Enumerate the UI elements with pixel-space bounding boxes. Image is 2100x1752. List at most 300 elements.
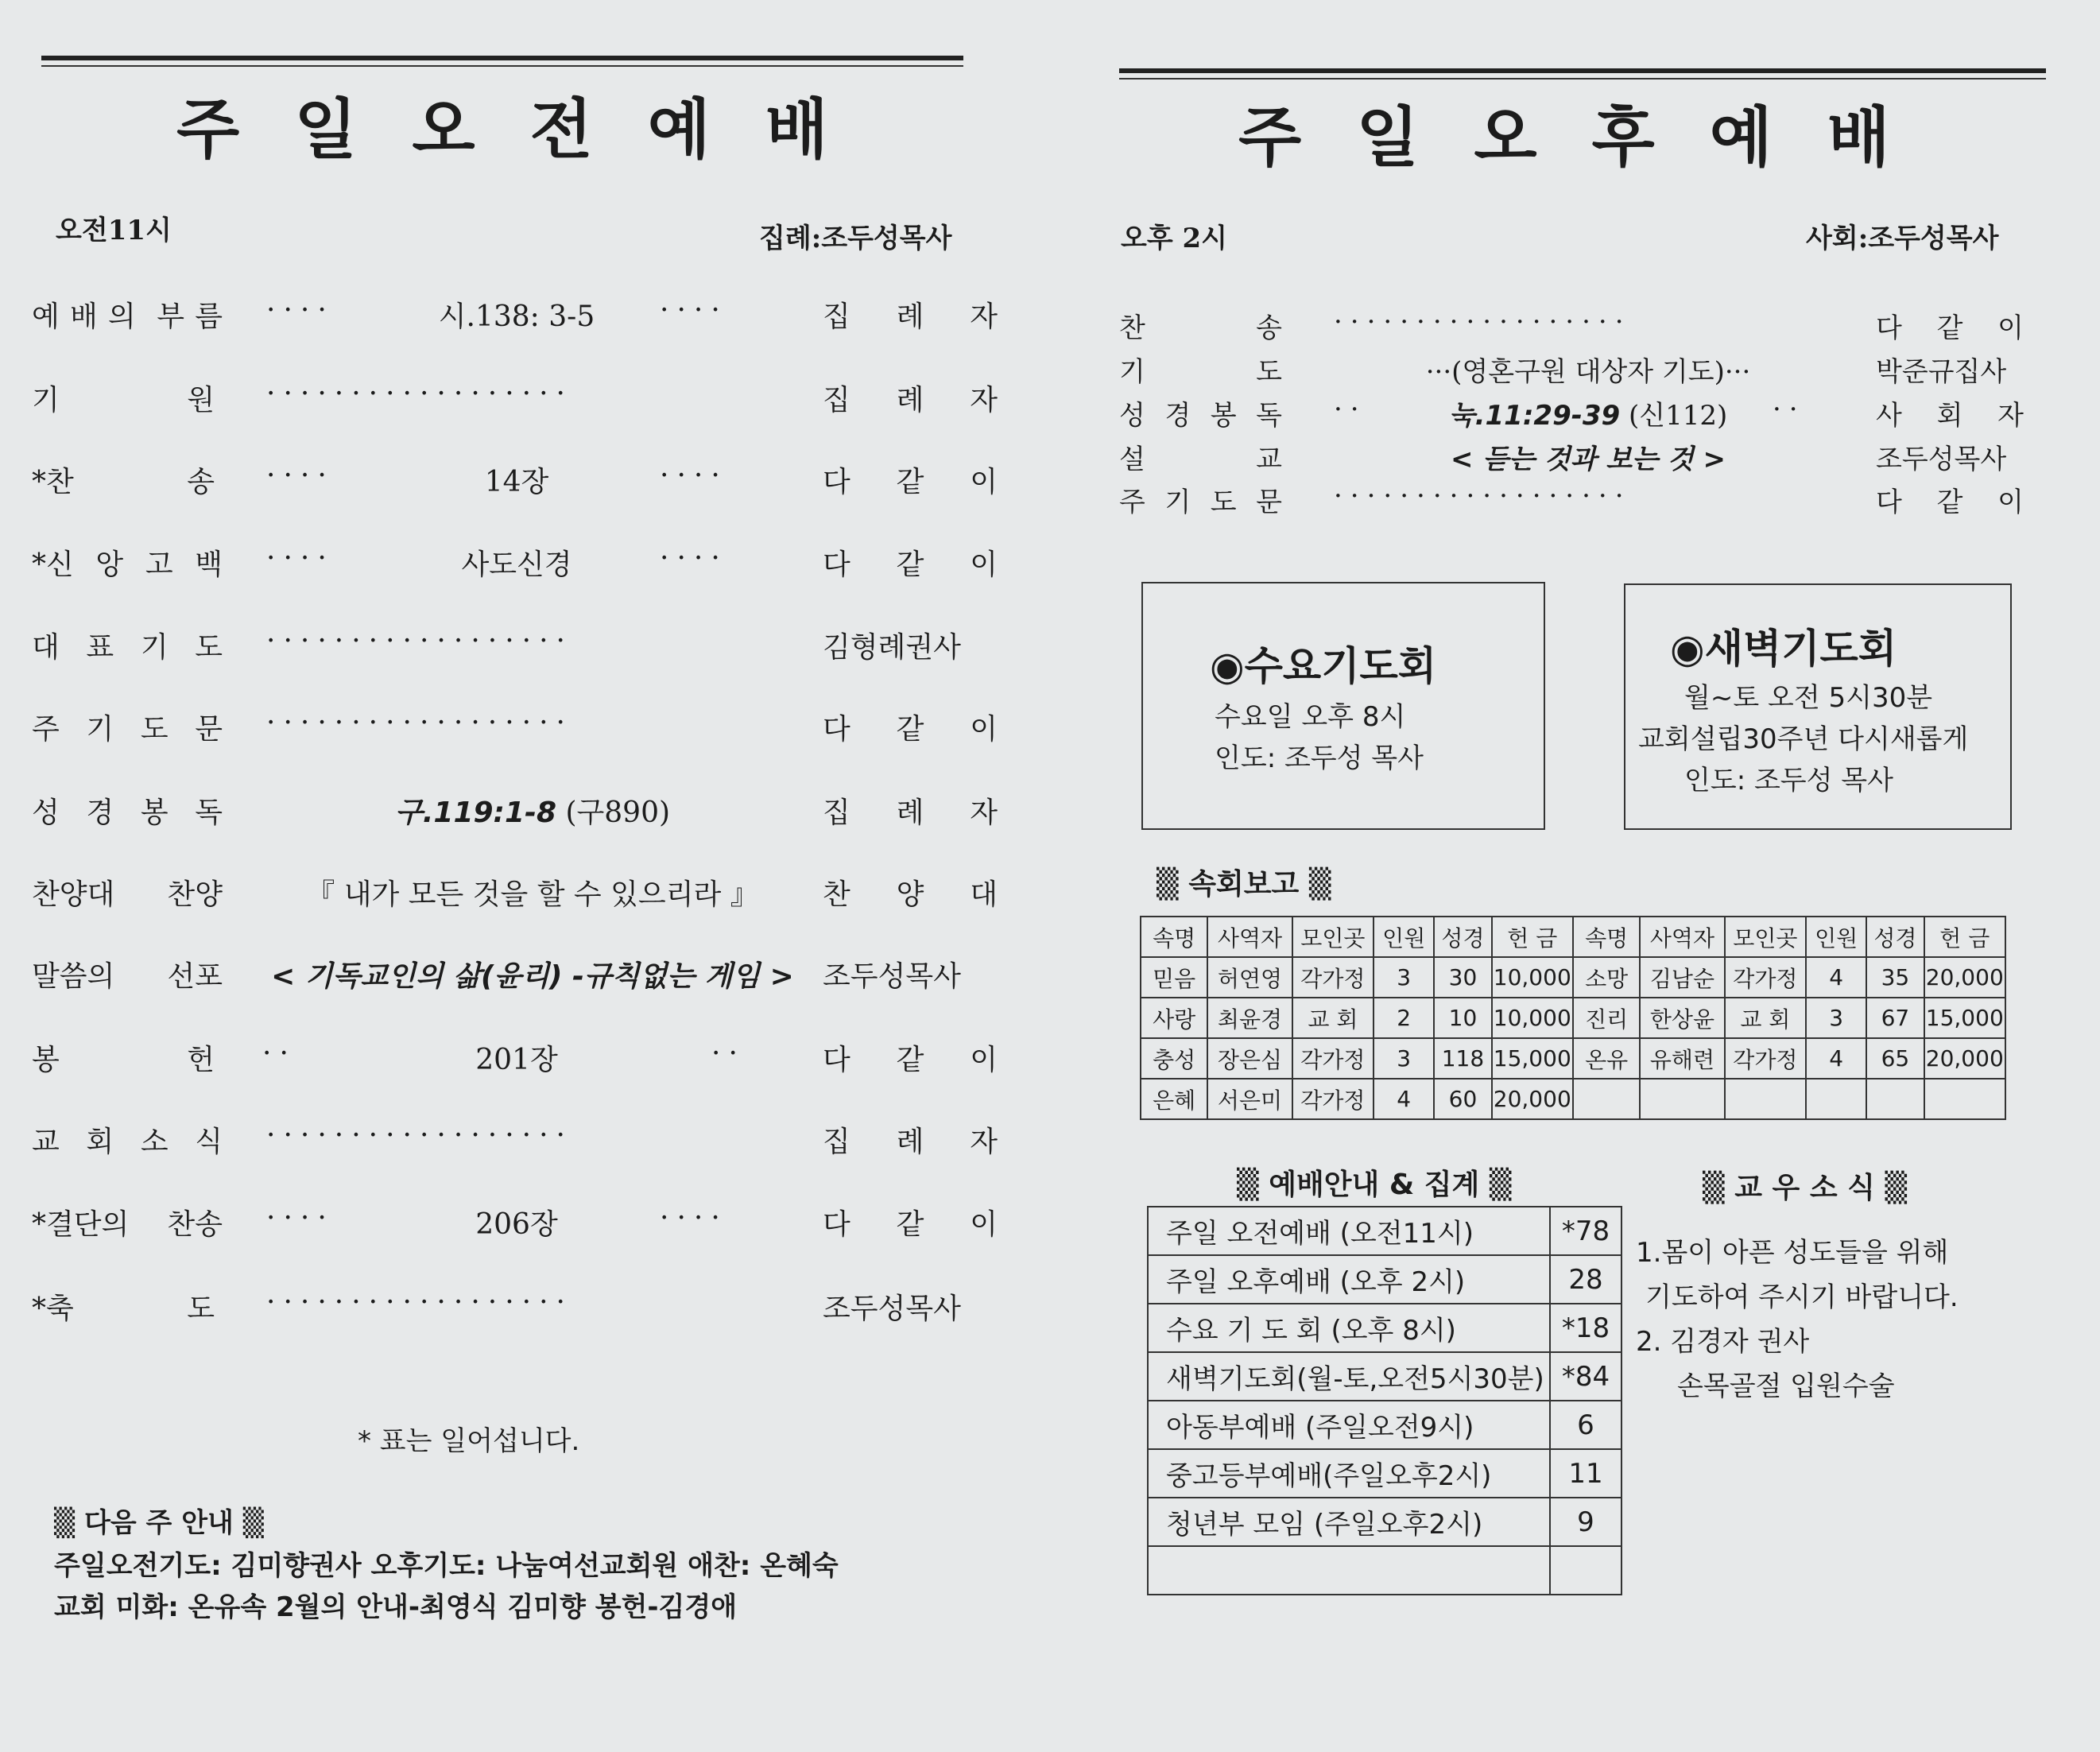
order-leader-char: 례 xyxy=(896,300,924,333)
report-header-cell: 성경 xyxy=(1866,917,1924,957)
order-item xyxy=(1119,350,2025,391)
order-leader-char: 같 xyxy=(896,713,924,746)
leader-dots-left: ···· xyxy=(266,294,335,327)
order-detail-bold: 구.119:1-8 xyxy=(394,797,556,829)
order-label-char: 경 xyxy=(1164,400,1191,432)
report-row xyxy=(1141,957,2005,998)
order-leader-char: 이 xyxy=(970,713,998,746)
dawn-prayer-box xyxy=(1624,583,2012,830)
report-row xyxy=(1141,1038,2005,1079)
order-leader xyxy=(823,1286,998,1327)
news-title: ▒ 교 우 소 식 ▒ xyxy=(1703,1172,1908,1204)
dawn-prayer-title: ◉새벽기도회 xyxy=(1670,626,1897,672)
report-cell: 소망 xyxy=(1573,957,1640,998)
order-leader xyxy=(823,1037,998,1078)
report-cell xyxy=(1806,1079,1866,1119)
report-header-cell: 사역자 xyxy=(1207,917,1292,957)
order-leader-char: 같 xyxy=(1936,312,1963,344)
order-label xyxy=(32,1037,215,1078)
order-leader-char: 같 xyxy=(896,1044,924,1076)
order-leader-char: 찬 xyxy=(823,878,850,911)
report-header-cell: 성경 xyxy=(1434,917,1491,957)
report-cell: 각가정 xyxy=(1292,1038,1374,1079)
report-title: ▒ 속회보고 ▒ xyxy=(1157,868,1331,901)
order-leader xyxy=(823,542,998,583)
report-cell: 60 xyxy=(1434,1079,1491,1119)
title-char: 전 xyxy=(529,92,593,168)
leader-dots: ·················· xyxy=(1334,306,1632,338)
attendance-row xyxy=(1148,1498,1621,1546)
cell-group-report-table xyxy=(1140,916,2006,1120)
report-cell: 장은심 xyxy=(1207,1038,1292,1079)
order-leader-char: 다 xyxy=(1876,312,1902,344)
order-leader-char: 다 xyxy=(823,713,850,746)
order-detail xyxy=(262,790,803,831)
order-leader-char: 집 xyxy=(823,384,850,417)
order-label xyxy=(32,459,215,500)
afternoon-time: 오후 2시 xyxy=(1121,223,1228,254)
report-header-cell: 헌 금 xyxy=(1492,917,1573,957)
attendance-count: *18 xyxy=(1550,1304,1621,1352)
order-leader-char: 조두성목사 xyxy=(823,1293,961,1325)
news-line: 기도하여 주시기 바랍니다. xyxy=(1645,1281,1959,1313)
title-char: 오 xyxy=(1474,100,1537,176)
order-leader xyxy=(823,790,998,831)
order-detail xyxy=(366,1202,668,1242)
wednesday-leader: 인도: 조두성 목사 xyxy=(1215,742,1424,774)
report-cell: 허연영 xyxy=(1207,957,1292,998)
standing-note: * 표는 일어섭니다. xyxy=(358,1425,580,1457)
order-label-char: 찬양 xyxy=(167,878,223,911)
order-detail-text: 사도신경 xyxy=(461,548,572,581)
order-leader-char: 같 xyxy=(896,466,924,498)
order-label xyxy=(32,1286,215,1327)
report-cell: 각가정 xyxy=(1292,957,1374,998)
order-label-char: 도 xyxy=(1256,356,1282,388)
next-week-line-2: 교회 미화: 온유속 2월의 안내-최영식 김미향 봉헌-김경애 xyxy=(54,1591,738,1623)
order-leader xyxy=(1876,437,2024,476)
report-cell: 4 xyxy=(1806,1038,1866,1079)
order-leader xyxy=(823,1119,998,1160)
report-cell: 20,000 xyxy=(1924,957,2005,998)
attendance-count: *78 xyxy=(1550,1207,1621,1255)
order-label-char: 기 xyxy=(1119,356,1145,388)
leader-dots-right: ···· xyxy=(660,294,728,327)
report-header-row xyxy=(1141,917,2005,957)
order-leader-char: 집 xyxy=(823,300,850,333)
order-label-char: 기 xyxy=(1164,486,1191,518)
order-detail xyxy=(1326,437,1850,476)
title-char: 예 xyxy=(1709,100,1773,176)
report-cell: 서은미 xyxy=(1207,1079,1292,1119)
dawn-leader: 인도: 조두성 목사 xyxy=(1684,765,1893,797)
report-header-cell: 인원 xyxy=(1374,917,1434,957)
order-label-char: 문 xyxy=(195,713,223,746)
order-label-char: 교 xyxy=(32,1126,60,1158)
order-label-char: 송 xyxy=(1256,312,1282,344)
leader-dots: ·················· xyxy=(266,625,573,657)
order-leader-char: 례 xyxy=(896,384,924,417)
attendance-service: 수요 기 도 회 (오후 8시) xyxy=(1148,1304,1550,1352)
order-label-char: 름 xyxy=(195,300,223,333)
title-rule-left xyxy=(41,56,963,60)
title-char: 후 xyxy=(1591,100,1655,176)
leader-dots-right: ···· xyxy=(660,459,728,492)
order-label-char: *결단의 xyxy=(32,1208,130,1241)
order-label-char: 주 xyxy=(1119,486,1145,518)
order-leader-char: 박준규집사 xyxy=(1876,356,2007,388)
order-label-char: 헌 xyxy=(187,1044,215,1076)
order-detail-text: 201장 xyxy=(475,1044,558,1076)
order-label xyxy=(1119,393,1282,432)
order-leader-char: 다 xyxy=(823,548,850,581)
wednesday-prayer-box xyxy=(1141,582,1545,830)
order-label xyxy=(32,1202,223,1242)
report-cell: 20,000 xyxy=(1924,1038,2005,1079)
report-cell: 은혜 xyxy=(1141,1079,1207,1119)
order-detail xyxy=(366,294,668,335)
order-label-char: 소 xyxy=(140,1126,169,1158)
report-cell: 67 xyxy=(1866,998,1924,1038)
attendance-service: 중고등부예배(주일오후2시) xyxy=(1148,1449,1550,1498)
order-label-char: 설 xyxy=(1119,444,1145,475)
order-label-char: 교 xyxy=(1256,444,1282,475)
order-leader-char: 다 xyxy=(823,466,850,498)
title-char: 일 xyxy=(294,92,358,168)
attendance-count: 28 xyxy=(1550,1255,1621,1304)
order-item xyxy=(32,1119,998,1167)
order-label-char: 주 xyxy=(32,713,60,746)
title-rule-right-thin xyxy=(1119,78,2046,79)
order-label-char: *찬 xyxy=(32,466,74,498)
title-char: 주 xyxy=(1238,100,1302,176)
order-detail-text: 206장 xyxy=(475,1208,558,1241)
leader-dots: ·················· xyxy=(1334,480,1632,512)
order-leader xyxy=(823,1202,998,1242)
order-label-char: 찬 xyxy=(1119,312,1145,344)
attendance-service: 청년부 모임 (주일오후2시) xyxy=(1148,1498,1550,1546)
report-cell: 118 xyxy=(1434,1038,1491,1079)
order-label-char: 도 xyxy=(1210,486,1237,518)
order-leader xyxy=(823,459,998,500)
order-label xyxy=(1119,306,1282,345)
order-item xyxy=(1119,437,2025,479)
order-label-char: 독 xyxy=(195,797,223,829)
report-cell xyxy=(1573,1079,1640,1119)
order-label xyxy=(1119,350,1282,389)
order-leader-char: 집 xyxy=(823,797,850,829)
order-detail-text: 시.138: 3-5 xyxy=(438,300,595,333)
order-label xyxy=(32,294,223,335)
attendance-count xyxy=(1550,1546,1621,1595)
attendance-service: 주일 오전예배 (오전11시) xyxy=(1148,1207,1550,1255)
attendance-service: 아동부예배 (주일오전9시) xyxy=(1148,1401,1550,1449)
order-label-char: 성 xyxy=(1119,400,1145,432)
order-label-char: 백 xyxy=(195,548,223,581)
order-leader xyxy=(823,954,998,994)
order-leader xyxy=(823,625,998,665)
leader-dots: ·················· xyxy=(266,1286,573,1319)
report-cell: 온유 xyxy=(1573,1038,1640,1079)
order-label-char: 의 xyxy=(108,300,136,333)
title-char: 주 xyxy=(176,92,240,168)
leader-dots-left: ·· xyxy=(262,1037,296,1070)
report-header-cell: 인원 xyxy=(1806,917,1866,957)
order-leader-char: 다 xyxy=(823,1044,850,1076)
order-label-char: 대 xyxy=(32,631,60,664)
order-label-char: 표 xyxy=(86,631,114,664)
order-label-char: 기 xyxy=(140,631,169,664)
report-cell: 65 xyxy=(1866,1038,1924,1079)
order-label-char: 기 xyxy=(32,384,60,417)
order-leader-char: 자 xyxy=(1997,400,2024,432)
report-cell: 4 xyxy=(1374,1079,1434,1119)
order-detail-ref: (신112) xyxy=(1620,400,1728,432)
order-item xyxy=(32,459,998,507)
order-item xyxy=(32,378,998,425)
order-leader xyxy=(823,872,998,913)
order-leader-char: 회 xyxy=(1936,400,1963,432)
report-cell: 각가정 xyxy=(1725,1038,1806,1079)
attendance-row xyxy=(1148,1255,1621,1304)
report-cell xyxy=(1640,1079,1724,1119)
order-label-char: 부 xyxy=(157,300,184,333)
report-cell: 한상윤 xyxy=(1640,998,1724,1038)
leader-dots-left: ·· xyxy=(1334,393,1367,425)
leader-dots: ·················· xyxy=(266,378,573,410)
order-leader xyxy=(823,707,998,747)
title-rule-left-thin xyxy=(41,65,963,67)
order-label-char: *축 xyxy=(32,1293,74,1325)
order-detail-text: 『 내가 모든 것을 할 수 있으리라 』 xyxy=(306,878,759,911)
attendance-row xyxy=(1148,1449,1621,1498)
wednesday-prayer-title: ◉수요기도회 xyxy=(1210,643,1437,689)
report-cell xyxy=(1924,1079,2005,1119)
report-cell: 충성 xyxy=(1141,1038,1207,1079)
order-detail-bold: 눅.11:29-39 xyxy=(1448,400,1621,432)
report-cell: 10 xyxy=(1434,998,1491,1038)
leader-dots-right: ···· xyxy=(660,1202,728,1235)
order-label xyxy=(32,542,223,583)
report-header-cell: 모인곳 xyxy=(1292,917,1374,957)
attendance-table xyxy=(1147,1206,1622,1595)
leader-dots: ·················· xyxy=(266,707,573,739)
leader-dots-right: ·· xyxy=(1773,393,1806,425)
attendance-count: 11 xyxy=(1550,1449,1621,1498)
order-label xyxy=(32,625,223,665)
report-cell: 30 xyxy=(1434,957,1491,998)
order-item xyxy=(32,1202,998,1250)
order-detail-bold: < 듣는 것과 보는 것 > xyxy=(1450,444,1726,475)
afternoon-service-title xyxy=(1238,86,1890,179)
order-detail xyxy=(366,459,668,500)
order-leader-char: 다 xyxy=(823,1208,850,1241)
order-leader-char: 이 xyxy=(970,548,998,581)
order-leader-char: 자 xyxy=(970,384,998,417)
attendance-count: 9 xyxy=(1550,1498,1621,1546)
report-row xyxy=(1141,1079,2005,1119)
report-cell: 10,000 xyxy=(1492,957,1573,998)
order-item xyxy=(32,1286,986,1334)
report-cell: 유해련 xyxy=(1640,1038,1724,1079)
order-item xyxy=(32,294,998,342)
news-line: 1.몸이 아픈 성도들을 위해 xyxy=(1636,1237,1949,1269)
order-label-char: 말씀의 xyxy=(32,960,115,993)
attendance-count: *84 xyxy=(1550,1352,1621,1401)
order-item xyxy=(1119,393,2025,435)
order-label-char: 원 xyxy=(187,384,215,417)
order-leader xyxy=(1876,350,2024,389)
order-leader-char: 대 xyxy=(970,878,998,911)
attendance-row xyxy=(1148,1352,1621,1401)
report-header-cell: 속명 xyxy=(1141,917,1207,957)
order-item xyxy=(32,625,986,673)
order-leader-char: 집 xyxy=(823,1126,850,1158)
attendance-service: 주일 오후예배 (오후 2시) xyxy=(1148,1255,1550,1304)
report-cell: 20,000 xyxy=(1492,1079,1573,1119)
attendance-count: 6 xyxy=(1550,1401,1621,1449)
order-label xyxy=(32,707,223,747)
leader-dots-left: ···· xyxy=(266,459,335,492)
order-leader xyxy=(1876,393,2024,432)
order-label-char: 도 xyxy=(140,713,169,746)
order-detail-text: 14장 xyxy=(484,466,549,498)
morning-service-title xyxy=(176,78,828,171)
report-cell: 10,000 xyxy=(1492,998,1573,1038)
order-label-char: 앙 xyxy=(95,548,124,581)
order-leader-char: 이 xyxy=(1997,486,2024,518)
title-char: 예 xyxy=(647,92,711,168)
order-leader-char: 자 xyxy=(970,797,998,829)
order-leader xyxy=(823,378,998,418)
report-cell: 3 xyxy=(1374,1038,1434,1079)
order-detail-text: ···(영혼구원 대상자 기도)··· xyxy=(1425,356,1751,388)
order-label xyxy=(32,790,223,831)
report-cell: 15,000 xyxy=(1924,998,2005,1038)
order-leader-char: 사 xyxy=(1876,400,1902,432)
morning-leader: 집례:조두성목사 xyxy=(759,223,952,254)
leader-dots-right: ···· xyxy=(660,542,728,575)
order-label-char: 찬양대 xyxy=(32,878,115,911)
order-label-char: 기 xyxy=(86,713,114,746)
report-cell: 2 xyxy=(1374,998,1434,1038)
title-char: 일 xyxy=(1356,100,1420,176)
order-detail xyxy=(366,542,668,583)
next-week-line-1: 주일오전기도: 김미향권사 오후기도: 나눔여선교회원 애찬: 온혜숙 xyxy=(54,1550,839,1582)
leader-dots: ·················· xyxy=(266,1119,573,1152)
report-cell: 4 xyxy=(1806,957,1866,998)
order-label-char: 예 xyxy=(32,300,60,333)
order-label xyxy=(32,872,223,913)
order-leader xyxy=(1876,306,2024,345)
title-char: 오 xyxy=(412,92,475,168)
afternoon-leader: 사회:조두성목사 xyxy=(1806,223,1999,254)
report-cell: 최윤경 xyxy=(1207,998,1292,1038)
order-label-char: 회 xyxy=(86,1126,114,1158)
order-label-char: 도 xyxy=(195,631,223,664)
order-item xyxy=(32,872,998,920)
order-label-char: 봉 xyxy=(32,1044,60,1076)
order-label xyxy=(1119,437,1282,476)
report-cell: 15,000 xyxy=(1492,1038,1573,1079)
leader-dots-right: ·· xyxy=(711,1037,746,1070)
order-detail-bold: < 기독교인의 삶(윤리) -규칙없는 게임 > xyxy=(271,960,794,993)
report-cell xyxy=(1866,1079,1924,1119)
attendance-row xyxy=(1148,1546,1621,1595)
order-label-char: 문 xyxy=(1256,486,1282,518)
order-label-char: 선포 xyxy=(167,960,223,993)
order-item xyxy=(32,954,986,1002)
report-cell: 교 회 xyxy=(1725,998,1806,1038)
order-leader-char: 양 xyxy=(896,878,924,911)
order-leader-char: 김형례권사 xyxy=(823,631,961,664)
order-label-char: 배 xyxy=(70,300,98,333)
report-header-cell: 사역자 xyxy=(1640,917,1724,957)
title-char: 배 xyxy=(765,92,828,168)
order-label-char: 경 xyxy=(86,797,114,829)
order-leader-char: 이 xyxy=(1997,312,2024,344)
order-leader-char: 이 xyxy=(970,466,998,498)
report-cell: 3 xyxy=(1806,998,1866,1038)
report-cell: 3 xyxy=(1374,957,1434,998)
order-label-char: 봉 xyxy=(140,797,169,829)
order-item xyxy=(32,707,998,754)
order-leader xyxy=(823,294,998,335)
attendance-row xyxy=(1148,1401,1621,1449)
order-label xyxy=(32,1119,223,1160)
order-label-char: 식 xyxy=(195,1126,223,1158)
order-leader xyxy=(1876,480,2024,519)
order-label-char: 성 xyxy=(32,797,60,829)
order-detail xyxy=(262,872,803,913)
dawn-time: 월~토 오전 5시30분 xyxy=(1684,682,1933,714)
order-leader-char: 례 xyxy=(896,1126,924,1158)
order-label-char: 봉 xyxy=(1210,400,1237,432)
title-char: 배 xyxy=(1827,100,1890,176)
order-item xyxy=(1119,306,2025,347)
order-label-char: *신 xyxy=(32,548,74,581)
title-rule-right xyxy=(1119,68,2046,73)
attendance-service xyxy=(1148,1546,1550,1595)
dawn-theme: 교회설립30주년 다시새롭게 xyxy=(1638,723,1969,755)
order-leader-char: 다 xyxy=(1876,486,1902,518)
order-item xyxy=(32,790,998,838)
order-leader-char: 자 xyxy=(970,1126,998,1158)
report-cell: 김남순 xyxy=(1640,957,1724,998)
report-row xyxy=(1141,998,2005,1038)
order-leader-char: 조두성목사 xyxy=(1876,444,2007,475)
attendance-title: ▒ 예배안내 & 집계 ▒ xyxy=(1237,1169,1512,1201)
report-header-cell: 헌 금 xyxy=(1924,917,2005,957)
report-cell: 사랑 xyxy=(1141,998,1207,1038)
report-cell: 각가정 xyxy=(1725,957,1806,998)
order-item xyxy=(1119,480,2025,521)
attendance-row xyxy=(1148,1207,1621,1255)
news-line: 2. 김경자 권사 xyxy=(1636,1326,1810,1358)
order-label-char: 독 xyxy=(1256,400,1282,432)
order-detail xyxy=(1326,393,1850,432)
report-cell: 믿음 xyxy=(1141,957,1207,998)
order-label xyxy=(1119,480,1282,519)
report-cell: 각가정 xyxy=(1292,1079,1374,1119)
order-detail xyxy=(366,1037,668,1078)
order-leader-char: 같 xyxy=(1936,486,1963,518)
order-item xyxy=(32,542,998,590)
order-detail xyxy=(1326,350,1850,389)
order-detail-ref: (구890) xyxy=(556,797,671,829)
report-cell xyxy=(1725,1079,1806,1119)
wednesday-time: 수요일 오후 8시 xyxy=(1215,701,1406,733)
